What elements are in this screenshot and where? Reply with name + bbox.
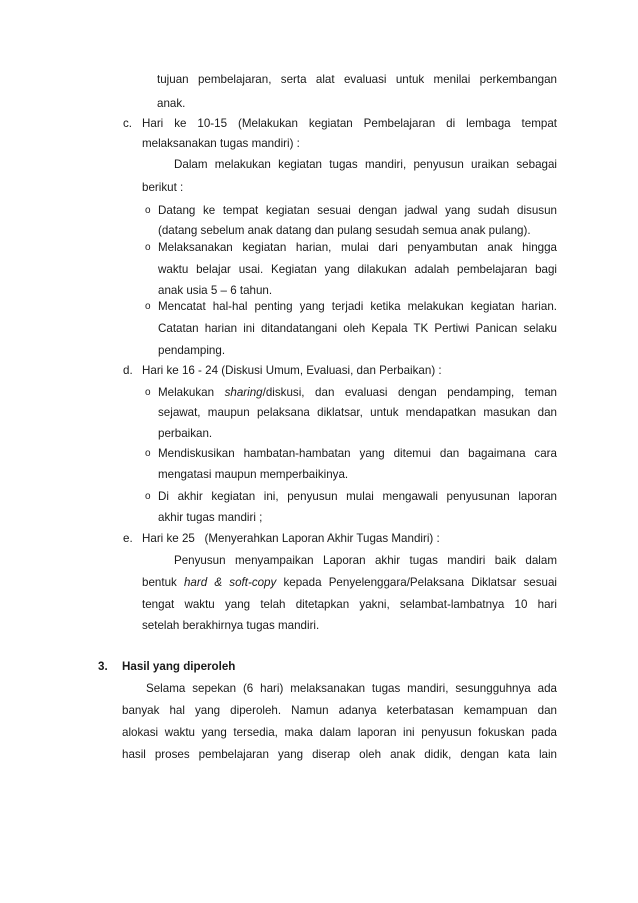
item-d-bullet-1-text-a: Melakukan <box>158 386 225 399</box>
item-e-text-a: bentuk <box>142 576 184 589</box>
bullet-icon: o <box>145 242 151 253</box>
item-d-bullet-2-line-1: Mendiskusikan hambatan-hambatan yang ditemui dan bagaimana cara <box>158 447 557 460</box>
item-c-bullet-2-line-2: waktu belajar usai. Kegiatan yang dilakukan adalah pembelajaran bagi <box>158 263 557 276</box>
item-d-label: d. <box>123 364 133 377</box>
bullet-icon: o <box>145 205 151 216</box>
intro-line-1: tujuan pembelajaran, serta alat evaluasi untuk menilai perkembangan <box>157 73 557 86</box>
bullet-icon: o <box>145 387 151 398</box>
item-e-label: e. <box>123 532 133 545</box>
item-e-text-b: kepada Penyelenggara/Pelaksana Diklatsar sesuai <box>276 576 558 589</box>
section-3-line-1: Selama sepekan (6 hari) melaksanakan tugas mandiri, sesungguhnya ada <box>146 682 557 695</box>
item-d-bullet-1-emphasis: sharing <box>224 386 263 399</box>
item-e-paragraph-line-1: Penyusun menyampaikan Laporan akhir tugas mandiri baik dalam <box>174 554 557 567</box>
item-d-bullet-3-line-1: Di akhir kegiatan ini, penyusun mulai mengawali penyusunan laporan <box>158 490 557 503</box>
item-c-bullet-3-line-3: pendamping. <box>158 344 226 357</box>
item-d-bullet-1-line-1 <box>158 386 557 400</box>
bullet-icon: o <box>145 301 151 312</box>
bullet-icon: o <box>145 491 151 502</box>
item-c-line-2: melaksanakan tugas mandiri) : <box>142 137 300 150</box>
item-e-emphasis: hard & soft-copy <box>183 576 277 589</box>
item-c-bullet-1-line-1: Datang ke tempat kegiatan sesuai dengan jadwal yang sudah disusun <box>158 204 557 217</box>
item-e-paragraph-line-4: setelah berakhirnya tugas mandiri. <box>142 619 320 632</box>
section-3-line-2: banyak hal yang diperoleh. Namun adanya keterbatasan kemampuan dan <box>122 704 557 717</box>
section-3-line-4: hasil proses pembelajaran yang diserap oleh anak didik, dengan kata lain <box>122 748 557 761</box>
item-e-paragraph-line-2 <box>142 576 557 590</box>
item-c-bullet-3-line-1: Mencatat hal-hal penting yang terjadi ketika melakukan kegiatan harian. <box>158 300 557 313</box>
item-c-bullet-2-line-1: Melaksanakan kegiatan harian, mulai dari penyambutan anak hingga <box>158 241 557 254</box>
item-c-paragraph-line-2: berikut : <box>142 181 184 194</box>
item-d-bullet-1-line-2: sejawat, maupun pelaksana diklatsar, untuk mendapatkan masukan dan <box>158 406 557 419</box>
item-e-paragraph-line-3: tengat waktu yang telah ditetapkan yakni, selambat-lambatnya 10 hari <box>142 598 557 611</box>
item-d-bullet-1-line-3: perbaikan. <box>158 427 213 440</box>
item-e-line-1: Hari ke 25 (Menyerahkan Laporan Akhir Tugas Mandiri) : <box>142 532 440 545</box>
item-d-line-1: Hari ke 16 - 24 (Diskusi Umum, Evaluasi, dan Perbaikan) : <box>142 364 442 377</box>
bullet-icon: o <box>145 448 151 459</box>
item-d-bullet-3-line-2: akhir tugas mandiri ; <box>158 511 263 524</box>
item-c-bullet-1-line-2: (datang sebelum anak datang dan pulang sesudah semua anak pulang). <box>158 224 531 237</box>
section-3-line-3: alokasi waktu yang tersedia, maka dalam laporan ini penyusun fokuskan pada <box>122 726 557 739</box>
item-d-bullet-1-text-b: /diskusi, dan evaluasi dengan pendamping, teman <box>262 386 557 399</box>
section-3-title: Hasil yang diperoleh <box>122 660 236 673</box>
item-c-bullet-3-line-2: Catatan harian ini ditandatangani oleh Kepala TK Pertiwi Panican selaku <box>158 322 557 335</box>
item-c-line-1: Hari ke 10-15 (Melakukan kegiatan Pembelajaran di lembaga tempat <box>142 117 557 130</box>
intro-line-2: anak. <box>157 97 186 110</box>
item-d-bullet-2-line-2: mengatasi maupun memperbaikinya. <box>158 468 349 481</box>
section-3-number: 3. <box>98 660 108 673</box>
item-c-bullet-2-line-3: anak usia 5 – 6 tahun. <box>158 284 273 297</box>
item-c-paragraph-line-1: Dalam melakukan kegiatan tugas mandiri, penyusun uraikan sebagai <box>174 158 557 171</box>
item-c-label: c. <box>123 117 133 130</box>
